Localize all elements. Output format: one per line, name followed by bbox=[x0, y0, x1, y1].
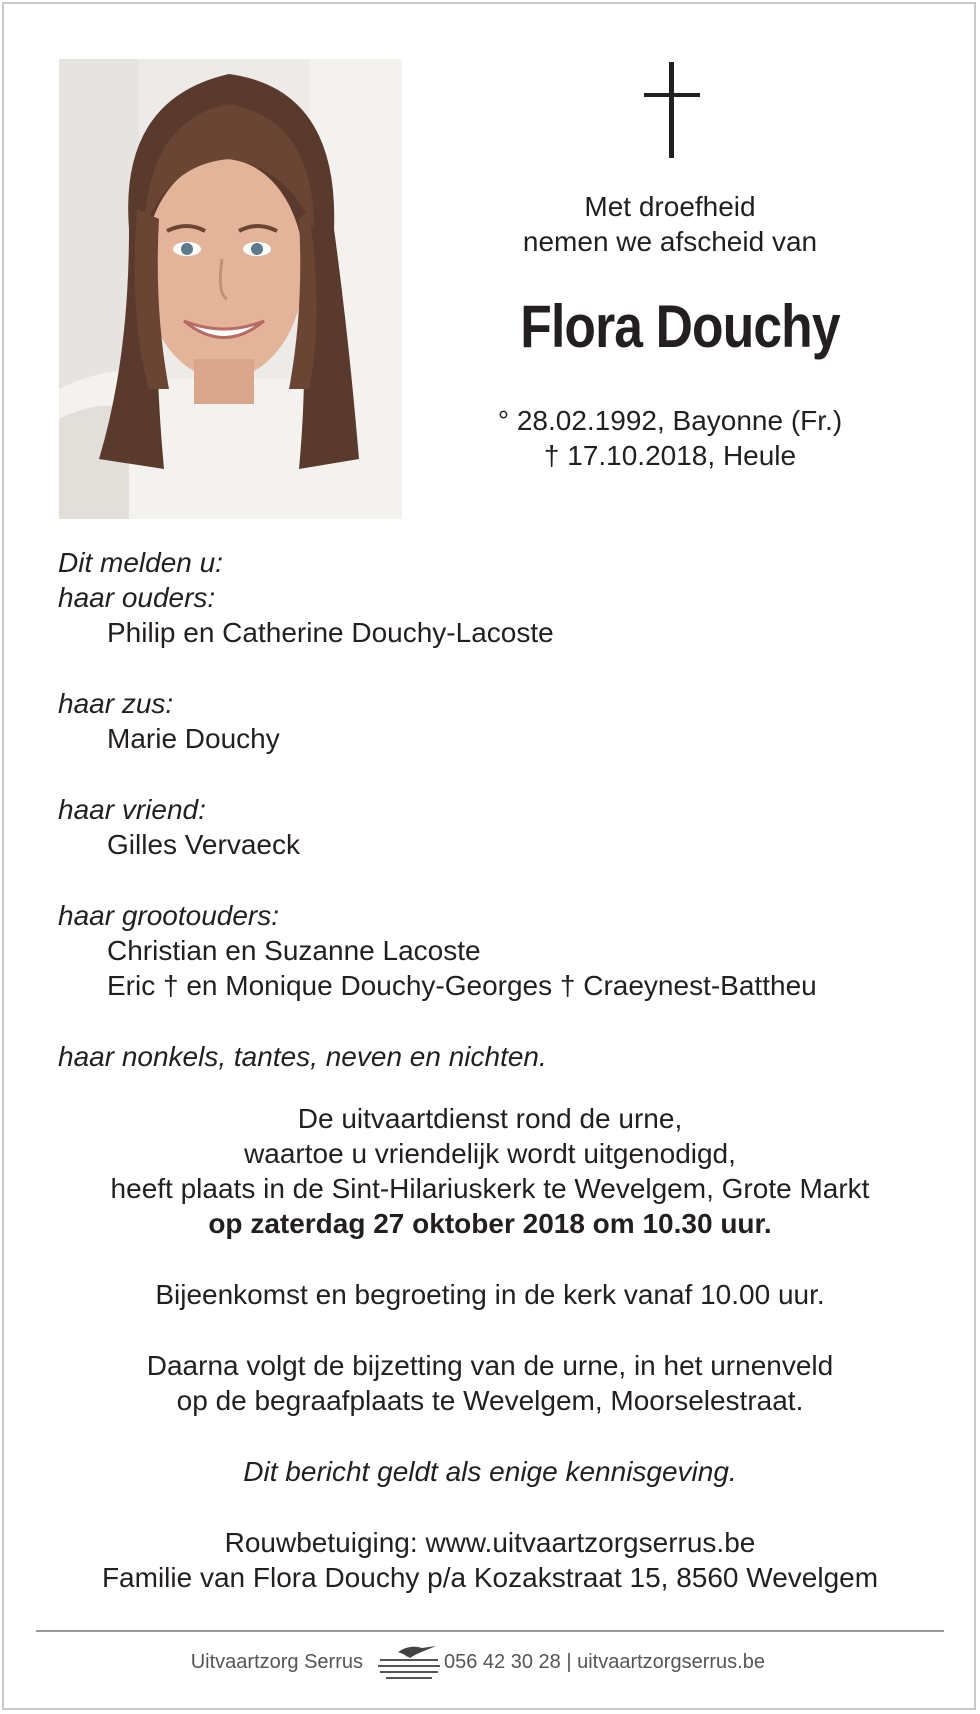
deceased-name: Flora Douchy bbox=[520, 293, 840, 360]
group-name: Gilles Vervaeck bbox=[107, 829, 300, 860]
ceremony-line-1: De uitvaartdienst rond de urne, bbox=[297, 1103, 683, 1134]
group-name: Philip en Catherine Douchy-Lacoste bbox=[107, 617, 554, 648]
bird-over-waves-icon bbox=[376, 1642, 442, 1684]
gathering-text: Bijeenkomst en begroeting in de kerk vanaf 10.00 uur. bbox=[155, 1279, 825, 1310]
cross-icon bbox=[644, 62, 700, 158]
group-label-grandparents: haar grootouders: bbox=[58, 900, 280, 931]
funeral-home-name: Uitvaartzorg Serrus bbox=[190, 1651, 363, 1673]
group-name: Marie Douchy bbox=[107, 723, 280, 754]
group-name: Eric † en Monique Douchy-Georges † Craeynest-Battheu bbox=[107, 970, 817, 1001]
group-label-parents: haar ouders: bbox=[58, 582, 216, 613]
condolence-text: Rouwbetuiging: www.uitvaartzorgserrus.be bbox=[224, 1527, 756, 1558]
death-line: † 17.10.2018, Heule bbox=[543, 440, 797, 471]
ceremony-details bbox=[40, 1101, 940, 1595]
ceremony-line-2: waartoe u vriendelijk wordt uitgenodigd, bbox=[244, 1138, 736, 1169]
birth-line: ° 28.02.1992, Bayonne (Fr.) bbox=[497, 405, 843, 436]
intro-text bbox=[470, 189, 870, 259]
intro-line-1: Met droefheid bbox=[584, 191, 756, 222]
burial-line-2: op de begraafplaats te Wevelgem, Moorselestraat. bbox=[176, 1385, 804, 1416]
life-dates bbox=[450, 403, 890, 473]
group-name: Christian en Suzanne Lacoste bbox=[107, 935, 481, 966]
announce-heading: Dit melden u: bbox=[58, 547, 223, 578]
notice-text: Dit bericht geldt als enige kennisgeving. bbox=[243, 1456, 737, 1487]
family-address: Familie van Flora Douchy p/a Kozakstraat 15, 8560 Wevelgem bbox=[101, 1562, 879, 1593]
ceremony-datetime: op zaterdag 27 oktober 2018 om 10.30 uur. bbox=[208, 1208, 772, 1239]
family-announcement bbox=[58, 545, 938, 1074]
group-label-boyfriend: haar vriend: bbox=[58, 794, 206, 825]
portrait-photo bbox=[59, 59, 402, 519]
group-label-sister: haar zus: bbox=[58, 688, 174, 719]
funeral-home-contact: 056 42 30 28 | uitvaartzorgserrus.be bbox=[444, 1651, 765, 1673]
funeral-home-footer bbox=[0, 1640, 980, 1684]
ceremony-line-3: heeft plaats in de Sint-Hilariuskerk te Wevelgem, Grote Markt bbox=[110, 1173, 870, 1204]
footer-divider bbox=[36, 1630, 944, 1632]
burial-line-1: Daarna volgt de bijzetting van de urne, in het urnenveld bbox=[146, 1350, 834, 1381]
intro-line-2: nemen we afscheid van bbox=[522, 226, 818, 257]
extended-family: haar nonkels, tantes, neven en nichten. bbox=[58, 1041, 547, 1072]
